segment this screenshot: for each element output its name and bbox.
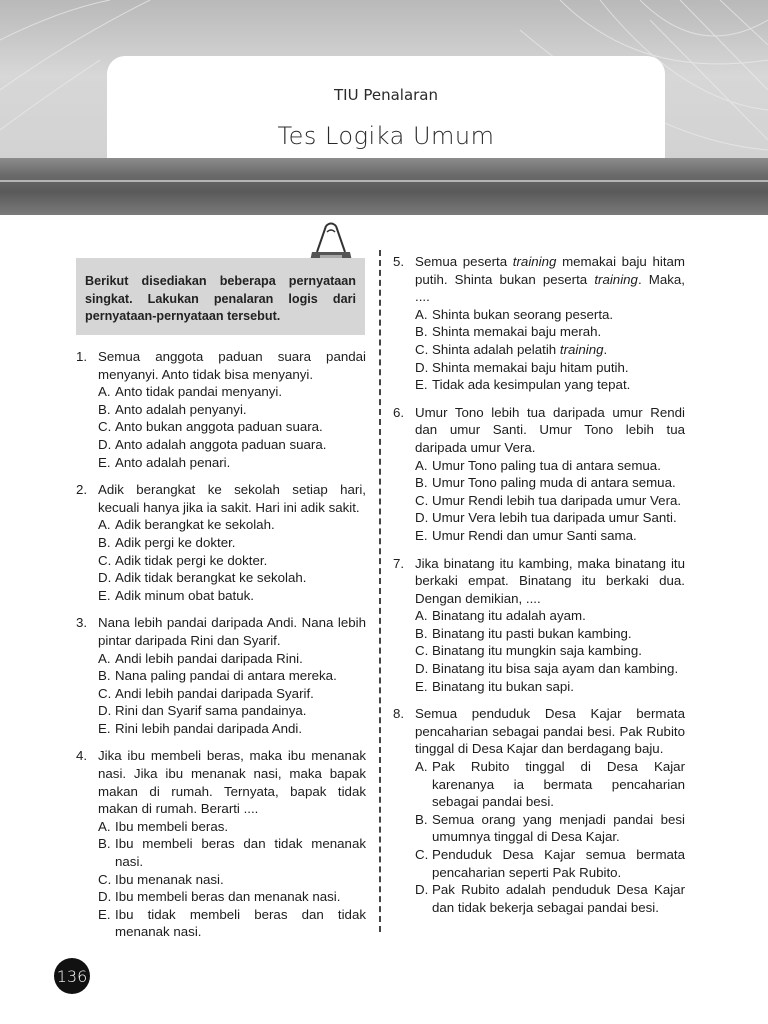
option-d: D. Shinta memakai baju hitam putih. bbox=[415, 359, 629, 375]
option-c: C. Umur Rendi lebih tua daripada umur Vera. bbox=[415, 492, 682, 508]
option-b: B. Umur Tono paling muda di antara semua. bbox=[415, 475, 676, 491]
option-a: A. Andi lebih pandai daripada Rini. bbox=[98, 650, 303, 666]
question-number: 7. bbox=[393, 555, 405, 571]
option-b: B. Nana paling pandai di antara mereka. bbox=[98, 668, 337, 684]
option-d: D. Adik tidak berangkat ke sekolah. bbox=[98, 570, 307, 586]
header-banner bbox=[0, 0, 768, 215]
title-card bbox=[107, 56, 665, 158]
question-number: 3. bbox=[76, 615, 88, 631]
question-7 bbox=[393, 555, 685, 696]
left-column bbox=[76, 348, 366, 951]
option-e: E. Tidak ada kesimpulan yang tepat. bbox=[415, 377, 631, 393]
option-c: C. Adik tidak pergi ke dokter. bbox=[98, 552, 268, 568]
option-b: B. Anto adalah penyanyi. bbox=[98, 401, 247, 417]
question-text: Jika ibu membeli beras, maka ibu menanak nasi. Jika ibu menanak nasi, maka bapak makan di rumah. Ternyata, bapak tidak makan di rumah. Berarti .... bbox=[98, 748, 366, 817]
option-a: A. Ibu membeli beras. bbox=[98, 818, 229, 834]
question-text: Jika binatang itu kambing, maka binatang itu berkaki empat. Binatang itu berkaki dua. Dengan demikian, .... bbox=[415, 555, 685, 606]
option-e: E. Adik minum obat batuk. bbox=[98, 587, 254, 603]
option-c: C. Andi lebih pandai daripada Syarif. bbox=[98, 685, 314, 701]
question-number: 4. bbox=[76, 748, 88, 764]
option-a: A. Umur Tono paling tua di antara semua. bbox=[415, 457, 661, 473]
question-text: Semua anggota paduan suara pandai menyanyi. Anto tidak bisa menyanyi. bbox=[98, 349, 366, 382]
instruction-box: Berikut disediakan beberapa pernyataan singkat. Lakukan penalaran logis dari pernyataan-pernyataan tersebut. bbox=[76, 258, 365, 335]
question-text: Adik berangkat ke sekolah setiap hari, kecuali hanya jika ia sakit. Hari ini adik sakit. bbox=[98, 482, 366, 515]
option-d: D. Ibu membeli beras dan menanak nasi. bbox=[98, 889, 341, 905]
option-c: C. Binatang itu mungkin saja kambing. bbox=[415, 643, 642, 659]
option-e: E. Anto adalah penari. bbox=[98, 454, 231, 470]
option-d: D. Rini dan Syarif sama pandainya. bbox=[98, 703, 307, 719]
option-c: C. Shinta adalah pelatih training. bbox=[415, 341, 608, 357]
option-a: A. Adik berangkat ke sekolah. bbox=[98, 517, 275, 533]
question-number: 1. bbox=[76, 349, 88, 364]
question-number: 6. bbox=[393, 404, 405, 420]
option-b: B. Adik pergi ke dokter. bbox=[98, 534, 236, 550]
question-5 bbox=[393, 253, 685, 394]
question-4 bbox=[76, 747, 366, 941]
question-1 bbox=[76, 348, 366, 471]
option-e: E. Ibu tidak membeli beras dan tidak menanak nasi. bbox=[98, 906, 366, 940]
question-text: Umur Tono lebih tua daripada umur Rendi dan umur Santi. Umur Tono lebih tua daripada umur Vera. bbox=[415, 404, 685, 455]
question-text: Semua penduduk Desa Kajar bermata pencaharian sebagai pandai besi. Pak Rubito tinggal di Desa Kajar dan berdagang baju. bbox=[415, 706, 685, 757]
question-text: Nana lebih pandai daripada Andi. Nana lebih pintar daripada Rini dan Syarif. bbox=[98, 615, 366, 648]
option-a: A. Anto tidak pandai menyanyi. bbox=[98, 384, 283, 400]
section-subtitle: TIU Penalaran bbox=[334, 86, 438, 104]
option-e: E. Umur Rendi dan umur Santi sama. bbox=[415, 527, 637, 543]
right-column bbox=[393, 253, 685, 926]
option-b: B. Semua orang yang menjadi pandai besi umumnya tinggal di Desa Kajar. bbox=[415, 811, 685, 845]
option-a: A. Pak Rubito tinggal di Desa Kajar karenanya ia bermata pencaharian sebagai pandai besi. bbox=[415, 759, 685, 810]
option-b: B. Shinta memakai baju merah. bbox=[415, 324, 602, 340]
option-a: A. Shinta bukan seorang peserta. bbox=[415, 306, 614, 322]
question-number: 5. bbox=[393, 254, 405, 269]
option-c: C. Penduduk Desa Kajar semua bermata pencaharian seperti Pak Rubito. bbox=[415, 847, 685, 880]
option-d: D. Anto adalah anggota paduan suara. bbox=[98, 436, 327, 452]
page-title: Tes Logika Umum bbox=[277, 122, 495, 150]
option-e: E. Rini lebih pandai daripada Andi. bbox=[98, 720, 303, 736]
option-b: B. Ibu membeli beras dan tidak menanak nasi. bbox=[98, 836, 366, 870]
question-6 bbox=[393, 404, 685, 545]
question-2 bbox=[76, 481, 366, 604]
question-3 bbox=[76, 614, 366, 737]
header-strip bbox=[0, 158, 768, 215]
question-text: Semua peserta training memakai baju hitam putih. Shinta bukan peserta training. Maka, .... bbox=[415, 254, 685, 305]
option-d: D. Binatang itu bisa saja ayam dan kambing. bbox=[415, 661, 679, 677]
option-a: A. Binatang itu adalah ayam. bbox=[415, 608, 586, 624]
question-number: 2. bbox=[76, 482, 88, 498]
option-b: B. Binatang itu pasti bukan kambing. bbox=[415, 625, 632, 641]
option-d: D. Umur Vera lebih tua daripada umur Santi. bbox=[415, 510, 677, 526]
option-c: C. Ibu menanak nasi. bbox=[98, 871, 224, 887]
question-number: 8. bbox=[393, 706, 405, 722]
page-number-badge: 136 bbox=[54, 958, 90, 994]
option-d: D. Pak Rubito adalah penduduk Desa Kajar dan tidak bekerja sebagai pandai besi. bbox=[415, 882, 685, 915]
question-8 bbox=[393, 705, 685, 916]
column-divider bbox=[379, 250, 381, 932]
option-e: E. Binatang itu bukan sapi. bbox=[415, 678, 574, 694]
option-c: C. Anto bukan anggota paduan suara. bbox=[98, 419, 323, 435]
